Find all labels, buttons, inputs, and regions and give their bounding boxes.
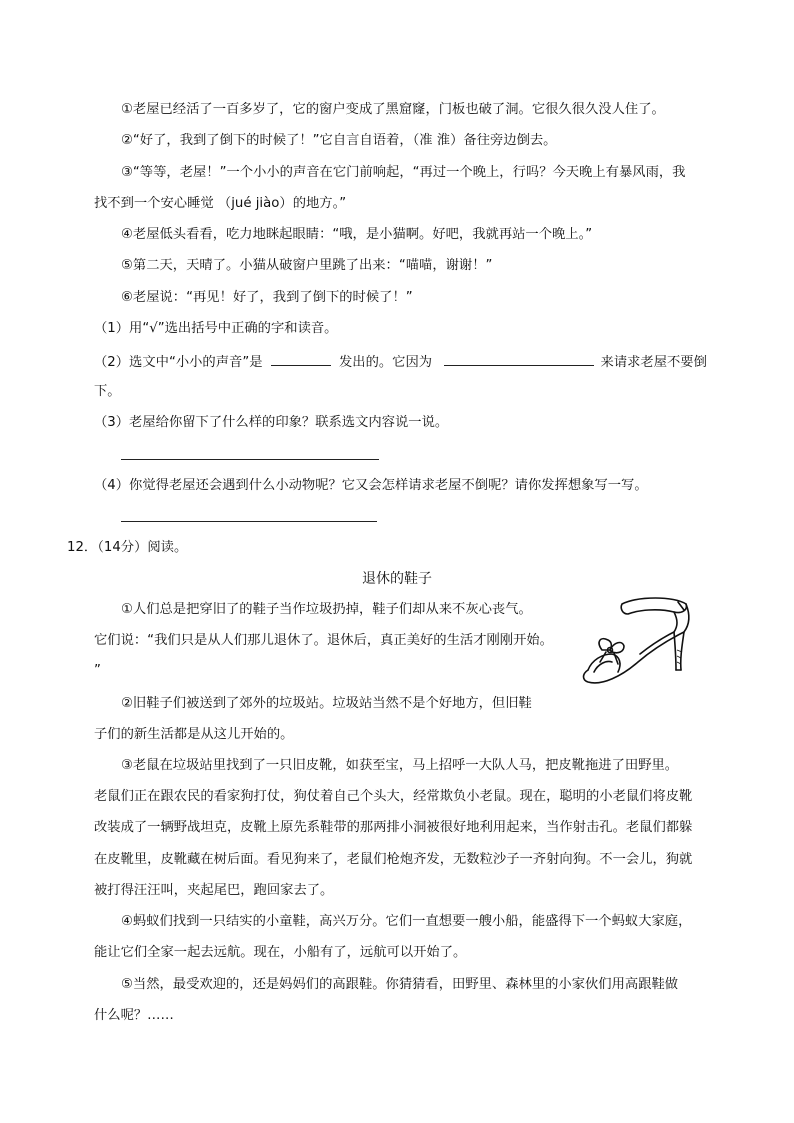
answer-line-4[interactable] (121, 521, 377, 522)
passage2-p5-line2: 什么呢？…… (94, 1008, 174, 1023)
passage1-p3-line2: 找不到一个安心睡觉 （jué jiào）的地方。” (94, 196, 347, 211)
question-12-header: 12．（14分）阅读。 (67, 540, 188, 555)
high-heel-sandal-icon (578, 590, 696, 698)
passage2-p3-line2: 老鼠们正在跟农民的看家狗打仗，狗仗着自己个头大，经常欺负小老鼠。现在，聪明的小老鼠们将皮靴 (94, 789, 693, 804)
passage2-p3-line5: 被打得汪汪叫，夹起尾巴，跑回家去了。 (94, 883, 334, 898)
question-2-text-c: 来请求老屋不要倒 (600, 355, 707, 370)
question-3: （3）老屋给你留下了什么样的印象？联系选文内容说一说。 (94, 415, 449, 430)
passage1-p3-line1: ③“等等，老屋！”一个小小的声音在它门前响起，“再过一个晚上，行吗？今天晚上有暴风雨，我 (121, 165, 686, 180)
passage1-p5: ⑤第二天，天晴了。小猫从破窗户里跳了出来：“喵喵，谢谢！” (121, 258, 493, 273)
passage2-p4-line1: ④蚂蚁们找到一只结实的小童鞋，高兴万分。它们一直想要一艘小船，能盛得下一个蚂蚁大家庭， (121, 914, 692, 929)
question-2-text-a: （2）选文中“小小的声音”是 (94, 355, 263, 370)
answer-blank-2b[interactable] (444, 351, 594, 366)
passage2-p1-line3: ” (94, 663, 101, 678)
answer-blank-2a[interactable] (271, 351, 331, 366)
passage2-p4-line2: 能让它们全家一起去远航。现在，小船有了，远航可以开始了。 (94, 945, 467, 960)
passage2-p3-line3: 改装成了一辆野战坦克，皮靴上原先系鞋带的那两排小洞被很好地利用起来，当作射击孔。老鼠们都躲 (94, 820, 693, 835)
question-1: （1）用“√”选出括号中正确的字和读音。 (94, 321, 338, 336)
question-4: （4）你觉得老屋还会遇到什么小动物呢？它又会怎样请求老屋不倒呢？请你发挥想象写一写。 (94, 478, 648, 493)
passage1-p6: ⑥老屋说：“再见！好了，我到了倒下的时候了！” (121, 290, 413, 305)
passage2-p2-line1: ②旧鞋子们被送到了郊外的垃圾站。垃圾站当然不是个好地方，但旧鞋 (121, 696, 532, 711)
passage2-p5-line1: ⑤当然，最受欢迎的，还是妈妈们的高跟鞋。你猜猜看，田野里、森林里的小家伙们用高跟鞋做 (121, 977, 679, 992)
question-2-line1 (94, 351, 707, 373)
question-2-text-b: 发出的。它因为 (338, 355, 433, 370)
passage1-p4: ④老屋低头看看，吃力地眯起眼睛：“哦，是小猫啊。好吧，我就再站一个晚上。” (121, 227, 593, 242)
passage2-p1-line2: 它们说：“我们只是从人们那儿退休了。退休后，真正美好的生活才刚刚开始。 (94, 633, 553, 648)
answer-line-3[interactable] (121, 459, 379, 460)
passage2-p1-line1: ①人们总是把穿旧了的鞋子当作垃圾扔掉，鞋子们却从来不灰心丧气。 (121, 602, 532, 617)
passage2-p3-line1: ③老鼠在垃圾站里找到了一只旧皮靴，如获至宝，马上招呼一大队人马，把皮靴拖进了田野里。 (121, 758, 679, 773)
passage2-title: 退休的鞋子 (362, 571, 432, 587)
question-2-line2: 下。 (94, 384, 121, 399)
passage2-p2-line2: 子们的新生活都是从这儿开始的。 (94, 727, 294, 742)
passage1-p2: ②“好了，我到了倒下的时候了！”它自言自语着，（准 淮）备往旁边倒去。 (121, 133, 557, 148)
passage1-p1: ①老屋已经活了一百多岁了，它的窗户变成了黑窟窿，门板也破了洞。它很久很久没人住了。 (121, 102, 665, 117)
passage2-p3-line4: 在皮靴里，皮靴藏在树后面。看见狗来了，老鼠们枪炮齐发，无数粒沙子一齐射向狗。不一会儿，狗就 (94, 852, 693, 867)
